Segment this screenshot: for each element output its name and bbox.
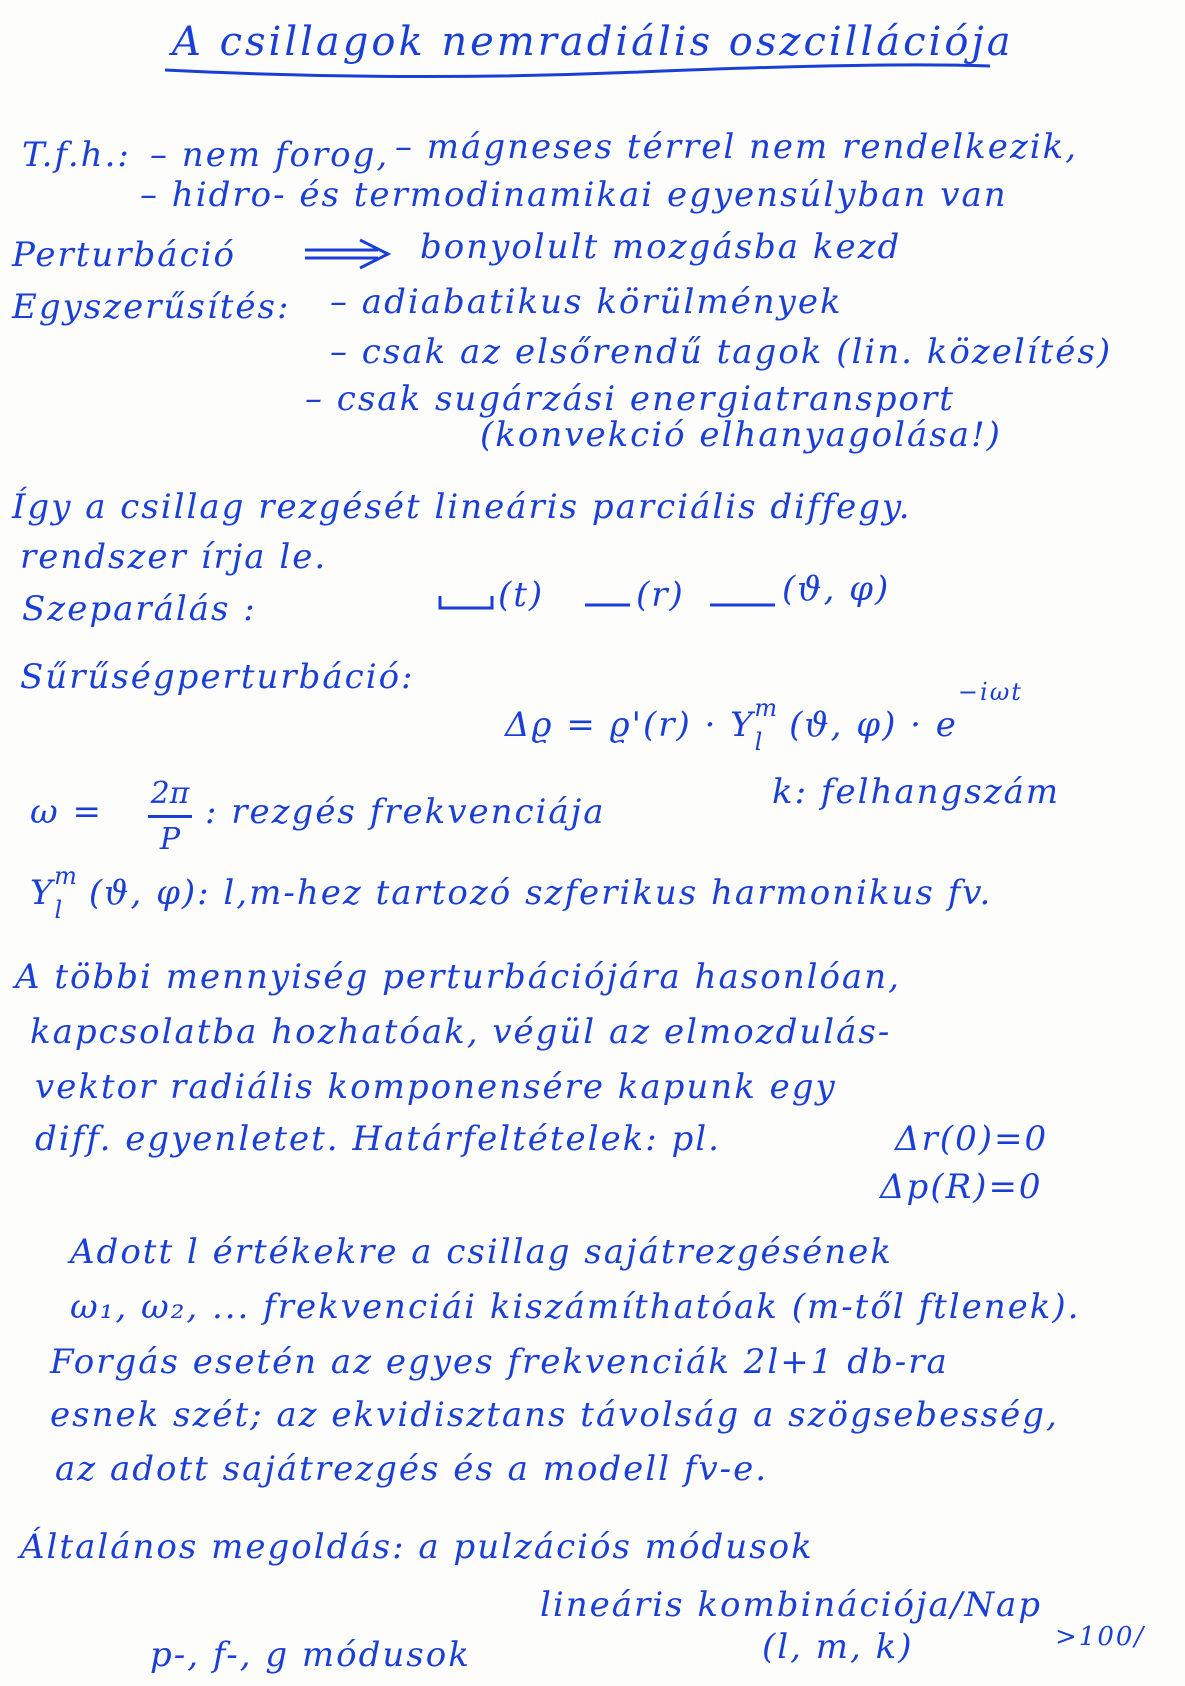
omega-numerator: 2π xyxy=(150,776,190,811)
assumption-3: – hidro- és termodinamikai egyensúlyban van xyxy=(140,175,1008,215)
mode-indices: (l, m, k) xyxy=(762,1627,914,1667)
arrow-icon xyxy=(305,240,388,268)
system-line-2: rendszer írja le. xyxy=(20,537,328,577)
overtone-number: k: felhangszám xyxy=(772,772,1061,812)
harmonic-Y: Y xyxy=(30,873,55,913)
simplification-3b: (konvekció elhanyagolása!) xyxy=(480,415,1002,455)
omega-text: : rezgés frekvenciája xyxy=(205,792,606,832)
title-underline xyxy=(165,65,990,77)
separation-t: (t) xyxy=(498,575,545,615)
omega-denominator: P xyxy=(159,822,181,857)
separation-label: Szeparálás : xyxy=(22,589,257,629)
eigen-line-1: Adott l értékekre a csillag sajátrezgésének xyxy=(70,1232,893,1272)
harmonic-text: (ϑ, φ): l,m-hez tartozó szferikus harmonikus fv. xyxy=(88,873,993,913)
page-title: A csillagok nemradiális oszcillációja xyxy=(172,19,1014,65)
others-line-3: vektor radiális komponensére kapunk egy xyxy=(35,1067,837,1107)
density-args: (ϑ, φ) · e xyxy=(789,705,958,745)
general-line-1: Általános megoldás: a pulzációs módusok xyxy=(20,1527,814,1567)
density-lhs: Δϱ = ϱ'(r) · Y xyxy=(505,705,755,745)
assumption-1: – nem forog, xyxy=(150,135,390,175)
perturbation-label: Perturbáció xyxy=(12,235,236,275)
harmonic-m: m xyxy=(54,862,79,890)
boundary-condition-2: Δp(R)=0 xyxy=(880,1167,1043,1207)
separation-r: (r) xyxy=(636,575,685,615)
separation-blank-1 xyxy=(440,596,492,608)
density-l: l xyxy=(754,728,765,756)
density-m: m xyxy=(754,694,780,722)
harmonic-l: l xyxy=(54,896,65,924)
density-exp: −iωt xyxy=(957,678,1023,706)
boundary-condition-1: Δr(0)=0 xyxy=(895,1119,1049,1159)
simplification-1: – adiabatikus körülmények xyxy=(330,282,843,322)
perturbation-text: bonyolult mozgásba kezd xyxy=(420,227,902,267)
simplification-3: – csak sugárzási energiatransport xyxy=(305,379,955,419)
mode-count: >100/ xyxy=(1055,1622,1146,1652)
simplification-2: – csak az elsőrendű tagok (lin. közelítés) xyxy=(330,332,1113,372)
eigen-line-4: esnek szét; az ekvidisztans távolság a szögsebesség, xyxy=(50,1395,1059,1435)
system-line-1: Így a csillag rezgését lineáris parciális diffegy. xyxy=(12,487,912,527)
others-line-1: A többi mennyiség perturbációjára hasonlóan, xyxy=(15,957,901,997)
separation-angles: (ϑ, φ) xyxy=(782,569,891,609)
modes-label: p-, f-, g módusok xyxy=(150,1635,471,1675)
harmonic-line xyxy=(30,862,993,924)
assumptions-label: T.f.h.: xyxy=(22,135,131,175)
general-line-2: lineáris kombinációja/Nap xyxy=(540,1585,1042,1625)
eigen-line-3: Forgás esetén az egyes frekvenciák 2l+1 db-ra xyxy=(50,1342,949,1382)
density-label: Sűrűségperturbáció: xyxy=(20,657,415,697)
eigen-line-2: ω₁, ω₂, ... frekvenciái kiszámíthatóak (m-től ftlenek). xyxy=(70,1287,1081,1327)
fraction-bar xyxy=(148,815,192,818)
eigen-line-5: az adott sajátrezgés és a modell fv-e. xyxy=(55,1449,769,1489)
others-line-4: diff. egyenletet. Határfeltételek: pl. xyxy=(35,1119,721,1159)
assumption-2: – mágneses térrel nem rendelkezik, xyxy=(395,127,1079,167)
omega-fraction xyxy=(148,776,192,857)
others-line-2: kapcsolatba hozhatóak, végül az elmozdulás- xyxy=(30,1012,892,1052)
omega-lhs: ω = xyxy=(30,792,104,832)
simplification-label: Egyszerűsítés: xyxy=(12,287,291,327)
